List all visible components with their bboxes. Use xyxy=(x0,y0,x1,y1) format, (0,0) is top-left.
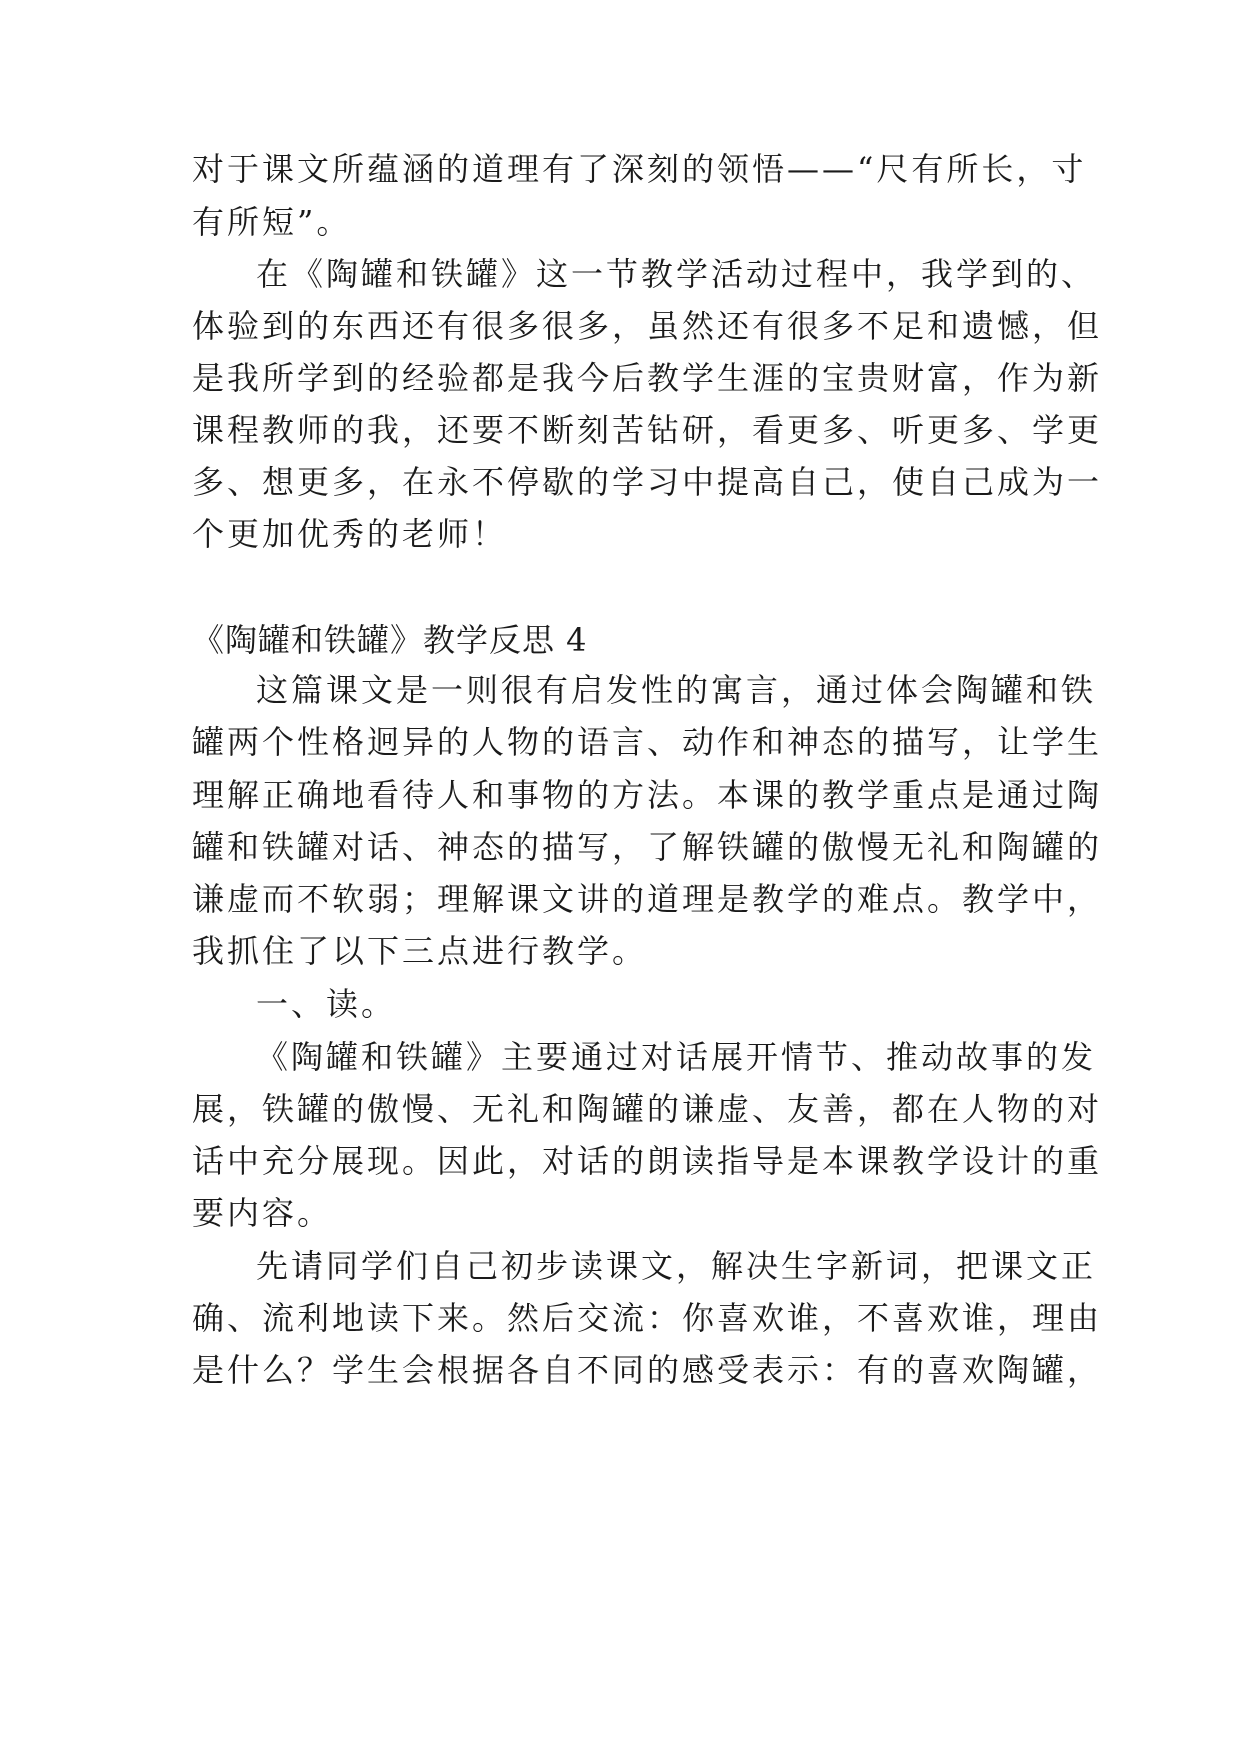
text-line: 确、流利地读下来。然后交流：你喜欢谁，不喜欢谁，理由 xyxy=(192,1299,1103,1337)
text-line: 课程教师的我，还要不断刻苦钻研，看更多、听更多、学更 xyxy=(192,411,1103,449)
text-line: 罐两个性格迥异的人物的语言、动作和神态的描写，让学生 xyxy=(192,723,1103,761)
text-line: 个更加优秀的老师！ xyxy=(192,515,508,553)
paragraph-first-line: 这篇课文是一则很有启发性的寓言，通过体会陶罐和铁 xyxy=(256,671,1097,709)
paragraph-first-line: 先请同学们自己初步读课文，解决生字新词，把课文正 xyxy=(256,1247,1097,1285)
text-line: 谦虚而不软弱；理解课文讲的道理是教学的难点。教学中， xyxy=(192,880,1103,918)
text-line: 话中充分展现。因此，对话的朗读指导是本课教学设计的重 xyxy=(192,1142,1103,1180)
text-line: 是我所学到的经验都是我今后教学生涯的宝贵财富，作为新 xyxy=(192,359,1103,397)
text-line: 有所短”。 xyxy=(192,203,352,241)
text-line: 多、想更多，在永不停歇的学习中提高自己，使自己成为一 xyxy=(192,463,1103,501)
text-line: 我抓住了以下三点进行教学。 xyxy=(192,932,648,970)
text-line: 是什么？学生会根据各自不同的感受表示：有的喜欢陶罐， xyxy=(192,1351,1103,1389)
text-line: 体验到的东西还有很多很多，虽然还有很多不足和遗憾，但 xyxy=(192,307,1103,345)
paragraph-first-line: 《陶罐和铁罐》主要通过对话展开情节、推动故事的发 xyxy=(256,1038,1097,1076)
subheading: 一、读。 xyxy=(256,985,397,1023)
text-line: 要内容。 xyxy=(192,1194,333,1232)
section-heading: 《陶罐和铁罐》教学反思 4 xyxy=(192,621,588,659)
paragraph-first-line: 在《陶罐和铁罐》这一节教学活动过程中，我学到的、 xyxy=(256,255,1097,293)
text-line: 罐和铁罐对话、神态的描写，了解铁罐的傲慢无礼和陶罐的 xyxy=(192,828,1103,866)
text-line: 展，铁罐的傲慢、无礼和陶罐的谦虚、友善，都在人物的对 xyxy=(192,1090,1103,1128)
text-line: 对于课文所蕴涵的道理有了深刻的领悟——“尺有所长，寸 xyxy=(192,150,1087,188)
text-line: 理解正确地看待人和事物的方法。本课的教学重点是通过陶 xyxy=(192,776,1103,814)
